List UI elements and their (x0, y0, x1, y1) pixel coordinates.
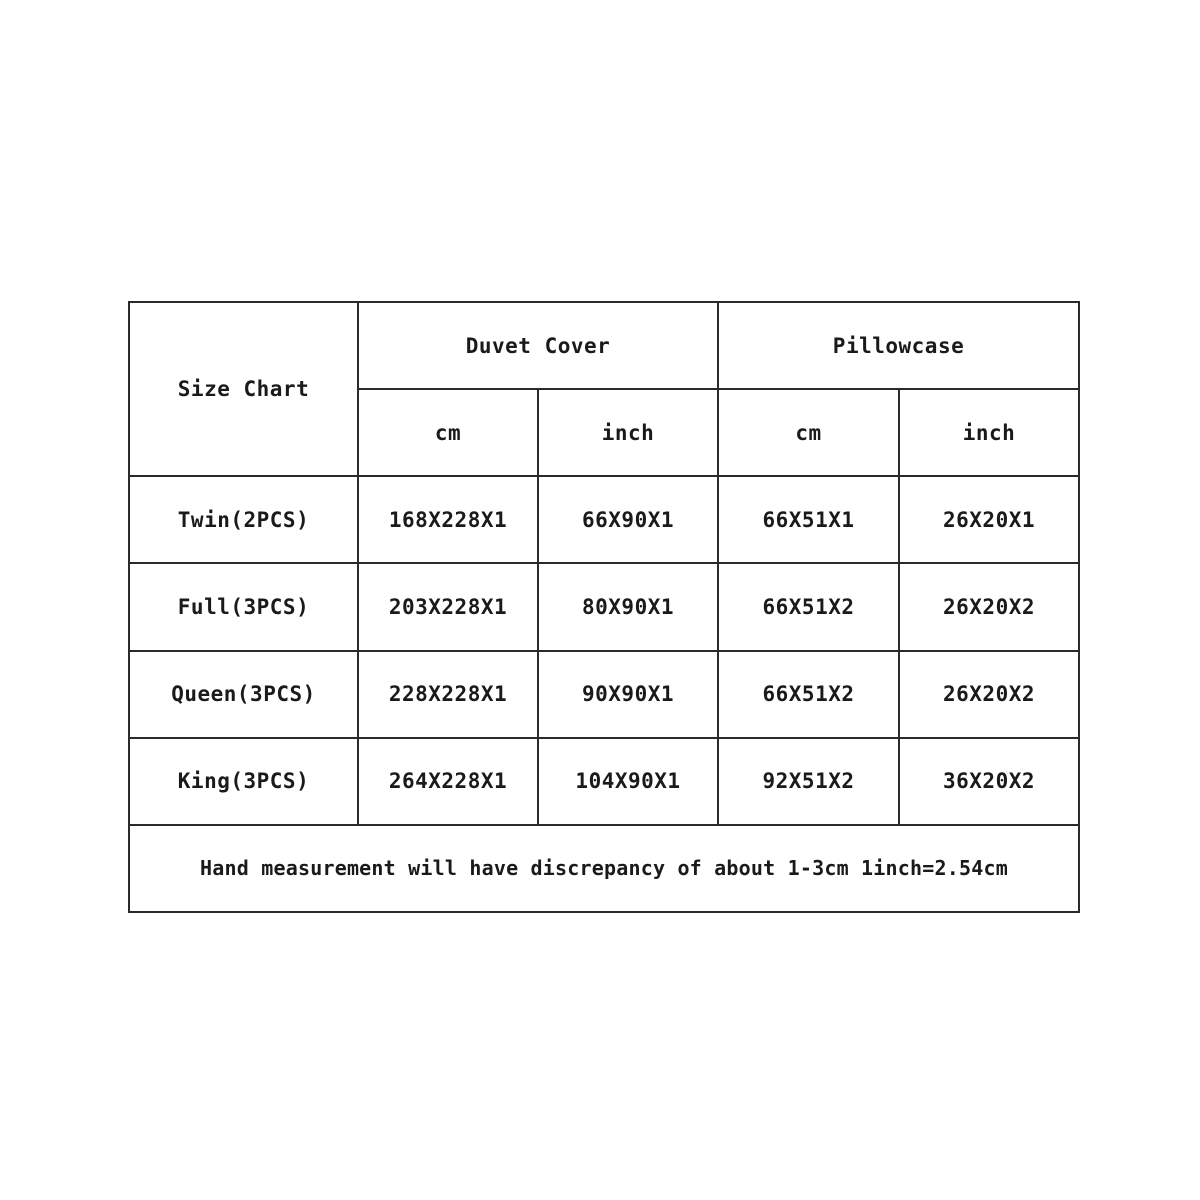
duvet-cover-header: Duvet Cover (358, 302, 718, 389)
pillow-inch-queen: 26X20X2 (899, 651, 1079, 738)
size-label-full: Full(3PCS) (129, 563, 358, 650)
measurement-note: Hand measurement will have discrepancy of about 1-3cm 1inch=2.54cm (129, 825, 1079, 912)
pillow-inch-header: inch (899, 389, 1079, 476)
duvet-cm-header: cm (358, 389, 538, 476)
size-label-king: King(3PCS) (129, 738, 358, 825)
duvet-inch-queen: 90X90X1 (538, 651, 718, 738)
pillow-cm-full: 66X51X2 (718, 563, 899, 650)
duvet-inch-king: 104X90X1 (538, 738, 718, 825)
pillow-inch-king: 36X20X2 (899, 738, 1079, 825)
duvet-cm-queen: 228X228X1 (358, 651, 538, 738)
duvet-inch-twin: 66X90X1 (538, 476, 718, 563)
table-row-twin (129, 476, 1079, 563)
duvet-cm-king: 264X228X1 (358, 738, 538, 825)
pillow-cm-header: cm (718, 389, 899, 476)
size-chart-table (128, 301, 1080, 913)
duvet-inch-header: inch (538, 389, 718, 476)
table-row-full (129, 563, 1079, 650)
pillow-inch-twin: 26X20X1 (899, 476, 1079, 563)
table-row-queen (129, 651, 1079, 738)
pillow-cm-king: 92X51X2 (718, 738, 899, 825)
header-row-groups (129, 302, 1079, 389)
pillow-cm-twin: 66X51X1 (718, 476, 899, 563)
table-row-king (129, 738, 1079, 825)
size-label-twin: Twin(2PCS) (129, 476, 358, 563)
pillowcase-header: Pillowcase (718, 302, 1079, 389)
size-label-queen: Queen(3PCS) (129, 651, 358, 738)
duvet-inch-full: 80X90X1 (538, 563, 718, 650)
pillow-cm-queen: 66X51X2 (718, 651, 899, 738)
duvet-cm-full: 203X228X1 (358, 563, 538, 650)
size-chart-label: Size Chart (129, 302, 358, 476)
pillow-inch-full: 26X20X2 (899, 563, 1079, 650)
duvet-cm-twin: 168X228X1 (358, 476, 538, 563)
note-row (129, 825, 1079, 912)
